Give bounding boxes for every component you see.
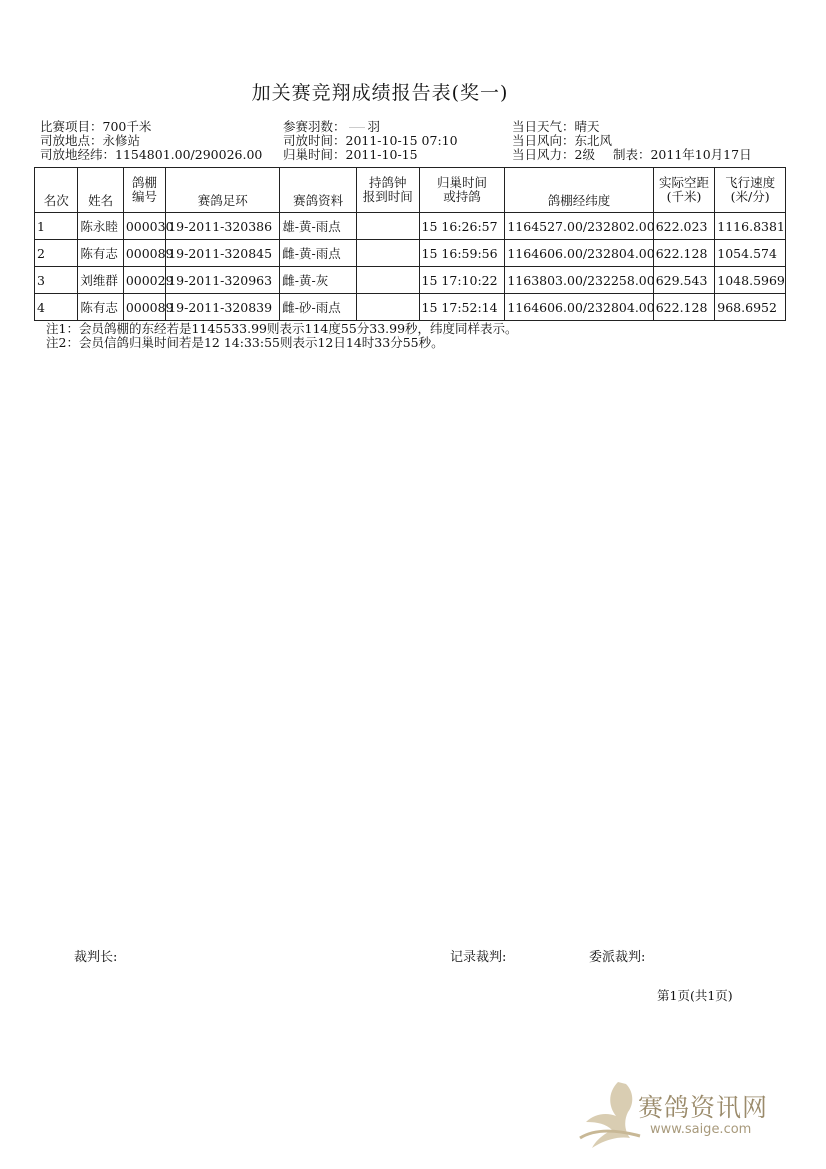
note-1: 注1：会员鸽棚的东经若是1145533.99则表示114度55分33.99秒，纬度同样表示。 [46,321,518,336]
header-arrival: 归巢时间 或持鸽 [419,168,505,213]
cell-loft: 000089 [123,294,165,321]
info-column-1 [40,120,262,162]
cell-arrival: 15 17:10:22 [419,267,505,294]
header-clock-time: 持鸽钟 报到时间 [356,168,419,213]
wind-direction: 当日风向：东北风 [512,133,613,148]
header-name: 姓名 [78,168,123,213]
cell-arrival: 15 17:52:14 [419,294,505,321]
cell-bird: 雌-黄-灰 [280,267,357,294]
return-time: 归巢时间：2011-10-15 [283,147,418,162]
page-number: 第1页(共1页) [657,988,733,1003]
header-ring: 赛鸽足环 [166,168,280,213]
cell-loft: 000089 [123,240,165,267]
report-title: 加关赛竞翔成绩报告表(奖一) [251,82,509,104]
recording-referee-signature: 记录裁判: [450,950,507,965]
cell-rank: 1 [35,213,78,240]
cell-speed: 1116.8381 [715,213,786,240]
note-2: 注2：会员信鸽归巢时间若是12 14:33:55则表示12日14时33分55秒。 [46,335,444,350]
header-distance: 实际空距 (千米) [653,168,715,213]
cell-name: 陈有志 [78,240,123,267]
cell-rank: 2 [35,240,78,267]
info-column-2 [283,120,458,162]
cell-rank: 4 [35,294,78,321]
cell-speed: 1048.5969 [715,267,786,294]
cell-name: 陈永睦 [78,213,123,240]
header-bird-info: 赛鸽资料 [280,168,357,213]
release-coords: 司放地经纬：1154801.00/290026.00 [40,147,263,162]
wind-force-and-date: 当日风力：2级 制表：2011年10月17日 [512,147,752,162]
cell-ring: 19-2011-320839 [166,294,280,321]
release-time: 司放时间：2011-10-15 07:10 [283,133,458,148]
cell-name: 陈有志 [78,294,123,321]
cell-ring: 19-2011-320845 [166,240,280,267]
release-location: 司放地点：永修站 [40,133,141,148]
cell-speed: 1054.574 [715,240,786,267]
watermark-url: www.saige.com [650,1122,752,1137]
appointed-referee-signature: 委派裁判: [589,950,646,965]
cell-coords: 1164527.00/232802.00 [505,213,653,240]
cell-distance: 629.543 [653,267,715,294]
cell-bird: 雌-黄-雨点 [280,240,357,267]
cell-clock [356,294,419,321]
race-item: 比赛项目：700千米 [40,119,152,134]
watermark-name: 赛鸽资讯网 [638,1093,769,1122]
table-row [35,240,786,267]
cell-distance: 622.128 [653,240,715,267]
cell-ring: 19-2011-320963 [166,267,280,294]
header-speed: 飞行速度 (米/分) [715,168,786,213]
cell-distance: 622.023 [653,213,715,240]
chief-referee-signature: 裁判长: [74,950,118,965]
table-row [35,213,786,240]
cell-name: 刘维群 [78,267,123,294]
info-column-3 [512,120,752,162]
cell-arrival: 15 16:59:56 [419,240,505,267]
cell-ring: 19-2011-320386 [166,213,280,240]
cell-loft: 000030 [123,213,165,240]
cell-rank: 3 [35,267,78,294]
cell-speed: 968.6952 [715,294,786,321]
table-row [35,267,786,294]
participants: 参赛羽数： 羽 [283,119,381,134]
cell-bird: 雄-黄-雨点 [280,213,357,240]
cell-clock [356,267,419,294]
header-coords: 鸽棚经纬度 [505,168,653,213]
header-loft-no: 鸽棚 编号 [123,168,165,213]
cell-coords: 1164606.00/232804.00 [505,240,653,267]
header-rank: 名次 [35,168,78,213]
cell-bird: 雌-砂-雨点 [280,294,357,321]
made-on: 制表：2011年10月17日 [612,147,752,162]
cell-distance: 622.128 [653,294,715,321]
watermark-logo [578,1078,778,1150]
table-row [35,294,786,321]
table-header-row [35,168,786,213]
cell-arrival: 15 16:26:57 [419,213,505,240]
cell-clock [356,213,419,240]
cell-loft: 000029 [123,267,165,294]
cell-clock [356,240,419,267]
cell-coords: 1164606.00/232804.00 [505,294,653,321]
results-table [34,167,786,321]
notes [46,322,518,350]
weather: 当日天气：晴天 [512,119,600,134]
cell-coords: 1163803.00/232258.00 [505,267,653,294]
